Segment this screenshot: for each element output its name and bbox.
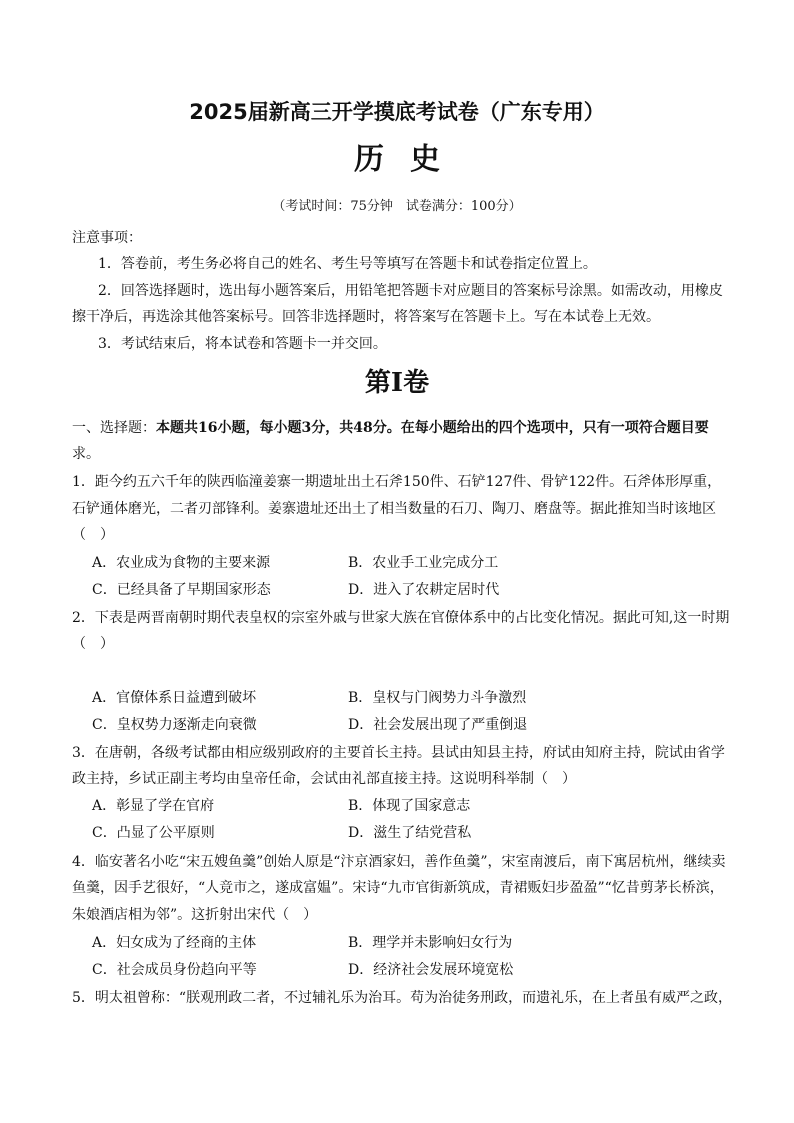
question-2-option-a[interactable]: A．官僚体系日益遭到破坏 <box>92 690 257 706</box>
question-3-option-c[interactable]: C．凸显了公平原则 <box>92 825 215 841</box>
subject-title: 历史 <box>354 142 466 177</box>
question-3-option-a[interactable]: A．彰显了学在官府 <box>92 798 215 814</box>
question-3-stem: 政主持，乡试正副主考均由皇帝任命，会试由礼部直接主持。这说明科举制（ ） <box>72 771 576 787</box>
section-instructions-end: 求。 <box>72 446 100 462</box>
question-5-stem: 5．明太祖曾称：“朕观刑政二者，不过辅礼乐为治耳。苟为治徒务刑政，而遗礼乐，在上者虽有威严之政， <box>72 990 733 1006</box>
notice-item: 擦干净后，再选涂其他答案标号。回答非选择题时，将答案写在答题卡上。写在本试卷上无效。 <box>72 309 660 325</box>
notice-item: 2．回答选择题时，选出每小题答案后，用铅笔把答题卡对应题目的答案标号涂黑。如需改动，用橡皮 <box>98 283 723 299</box>
question-3-option-d[interactable]: D．滋生了结党营私 <box>348 825 472 841</box>
question-1-option-d[interactable]: D．进入了农耕定居时代 <box>348 582 500 598</box>
section-instructions-bold: 本题共16小题，每小题3分，共48分。在每小题给出的四个选项中，只有一项符合题目要 <box>156 420 709 436</box>
question-4-stem: 朱娘酒店相为邻”。这折射出宋代（ ） <box>72 907 318 923</box>
question-3-stem: 3．在唐朝，各级考试都由相应级别政府的主要首长主持。县试由知县主持，府试由知府主持，院试由省学 <box>72 745 725 761</box>
question-2-option-c[interactable]: C．皇权势力逐渐走向衰微 <box>92 717 257 733</box>
notice-item: 1．答卷前，考生务必将自己的姓名、考生号等填写在答题卡和试卷指定位置上。 <box>98 256 597 272</box>
question-1-stem: 石铲通体磨光，二者刃部锋利。姜寨遗址还出土了相当数量的石刀、陶刀、磨盘等。据此推知当时该地区 <box>72 501 716 517</box>
question-3-option-b[interactable]: B．体现了国家意志 <box>348 798 471 814</box>
exam-meta: （考试时间：75分钟 试卷满分：100分） <box>272 199 522 214</box>
question-1-option-c[interactable]: C．已经具备了早期国家形态 <box>92 582 271 598</box>
question-1-option-b[interactable]: B．农业手工业完成分工 <box>348 555 499 571</box>
question-4-option-d[interactable]: D．经济社会发展环境宽松 <box>348 962 514 978</box>
section-title: 第Ⅰ卷 <box>364 368 430 398</box>
question-4-option-c[interactable]: C．社会成员身份趋向平等 <box>92 962 257 978</box>
question-4-stem: 4．临安著名小吃“宋五嫂鱼羹”创始人原是“汴京酒家妇，善作鱼羹”，宋室南渡后，南下寓居杭州，继续卖 <box>72 854 726 870</box>
question-2-stem: （ ） <box>72 636 114 652</box>
section-instructions-lead: 一、选择题： <box>72 420 156 436</box>
question-2-stem: 2．下表是两晋南朝时期代表皇权的宗室外戚与世家大族在官僚体系中的占比变化情况。据此可知,这一时期 <box>72 610 730 626</box>
question-1-option-a[interactable]: A．农业成为食物的主要来源 <box>92 555 271 571</box>
question-2-option-b[interactable]: B．皇权与门阀势力斗争激烈 <box>348 690 527 706</box>
question-4-stem: 鱼羹，因手艺很好，“人竞市之，遂成富媪”。宋诗“九市官街新筑成，青裙贩妇步盈盈”“忆昔剪茅长桥滨， <box>72 880 724 896</box>
section-instructions <box>72 418 732 438</box>
notice-item: 3．考试结束后，将本试卷和答题卡一并交回。 <box>98 336 387 352</box>
question-1-stem: 1．距今约五六千年的陕西临潼姜寨一期遗址出土石斧150件、石铲127件、骨铲122件。石斧体形厚重， <box>72 474 722 490</box>
exam-title: 2025届新高三开学摸底考试卷（广东专用） <box>189 100 605 124</box>
question-4-option-b[interactable]: B．理学并未影响妇女行为 <box>348 935 513 951</box>
question-2-option-d[interactable]: D．社会发展出现了严重倒退 <box>348 717 528 733</box>
notice-heading: 注意事项： <box>72 230 142 246</box>
question-1-stem: （ ） <box>72 527 114 543</box>
question-4-option-a[interactable]: A．妇女成为了经商的主体 <box>92 935 257 951</box>
